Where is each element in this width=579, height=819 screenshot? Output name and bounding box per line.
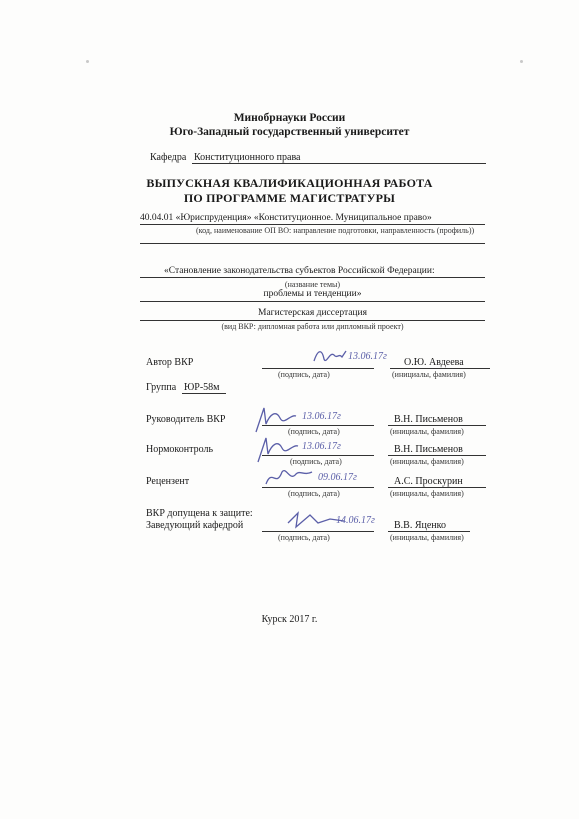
name-caption-author: (инициалы, фамилия) xyxy=(392,370,466,379)
signature-date-head: 14.06.17г xyxy=(336,515,375,526)
program-value: 40.04.01 «Юриспруденция» «Конституционное. Муниципальное право» xyxy=(140,213,432,223)
signature-role-normcontrol: Нормоконтроль xyxy=(146,444,214,455)
department-value: Конституционного права xyxy=(194,152,301,163)
signature-caption-reviewer: (подпись, дата) xyxy=(288,489,340,498)
topic-line1: «Становление законодательства субъектов Российской Федерации: xyxy=(164,266,435,276)
group-underline xyxy=(182,393,226,394)
name-caption-supervisor: (инициалы, фамилия) xyxy=(390,427,464,436)
name-line-head xyxy=(388,531,470,532)
signature-date-reviewer: 09.06.17г xyxy=(318,472,357,483)
signature-caption-normcontrol: (подпись, дата) xyxy=(290,457,342,466)
work-type-value: Магистерская диссертация xyxy=(258,308,367,318)
department-underline xyxy=(192,163,486,164)
name-line-reviewer xyxy=(388,487,486,488)
signature-role-supervisor: Руководитель ВКР xyxy=(146,414,226,425)
signature-name-normcontrol: В.Н. Письменов xyxy=(394,444,463,455)
university-heading: Юго-Западный государственный университет xyxy=(169,126,410,138)
hole-punch-mark xyxy=(86,60,89,63)
topic-underline-2 xyxy=(140,301,485,302)
document-title-line2: ПО ПРОГРАММЕ МАГИСТРАТУРЫ xyxy=(183,191,396,205)
program-underline-2 xyxy=(140,243,485,244)
signature-line-head xyxy=(262,531,374,532)
signature-role-reviewer: Рецензент xyxy=(146,476,190,487)
admission-label: ВКР допущена к защите: xyxy=(146,508,253,519)
name-line-supervisor xyxy=(388,425,486,426)
city-year: Курск 2017 г. xyxy=(261,614,318,625)
admission-role: Заведующий кафедрой xyxy=(146,520,244,531)
name-caption-head: (инициалы, фамилия) xyxy=(390,533,464,542)
topic-caption: (название темы) xyxy=(284,280,341,289)
signature-caption-head: (подпись, дата) xyxy=(278,533,330,542)
signature-name-reviewer: А.С. Проскурин xyxy=(394,476,463,487)
signature-name-author: О.Ю. Авдеева xyxy=(404,357,464,368)
ministry-heading: Минобрнауки России xyxy=(233,112,346,124)
group-label: Группа xyxy=(146,382,177,393)
hole-punch-mark xyxy=(520,60,523,63)
signature-date-supervisor: 13.06.17г xyxy=(302,411,341,422)
signature-name-supervisor: В.Н. Письменов xyxy=(394,414,463,425)
handwritten-signature-supervisor xyxy=(250,404,306,434)
name-caption-normcontrol: (инициалы, фамилия) xyxy=(390,457,464,466)
signature-role-author: Автор ВКР xyxy=(146,357,194,368)
department-label: Кафедра xyxy=(150,152,187,163)
program-underline xyxy=(140,224,485,225)
handwritten-signature-normcontrol xyxy=(252,434,308,464)
handwritten-signature-reviewer xyxy=(262,462,322,492)
signature-caption-supervisor: (подпись, дата) xyxy=(288,427,340,436)
signature-date-author: 13.06.17г xyxy=(348,351,387,362)
signature-caption-author: (подпись, дата) xyxy=(278,370,330,379)
name-line-normcontrol xyxy=(388,455,486,456)
document-title-line1: ВЫПУСКНАЯ КВАЛИФИКАЦИОННАЯ РАБОТА xyxy=(146,176,433,190)
signature-name-head: В.В. Яценко xyxy=(394,520,447,531)
topic-underline-1 xyxy=(140,277,485,278)
work-type-underline xyxy=(140,320,485,321)
name-line-author xyxy=(390,368,490,369)
signature-date-normcontrol: 13.06.17г xyxy=(302,441,341,452)
program-caption: (код, наименование ОП ВО: направление подготовки, направленность (профиль)) xyxy=(196,226,475,235)
name-caption-reviewer: (инициалы, фамилия) xyxy=(390,489,464,498)
group-value: ЮР-58м xyxy=(184,382,220,393)
topic-line2: проблемы и тенденции» xyxy=(263,289,362,299)
work-type-caption: (вид ВКР: дипломная работа или дипломный проект) xyxy=(221,322,404,331)
